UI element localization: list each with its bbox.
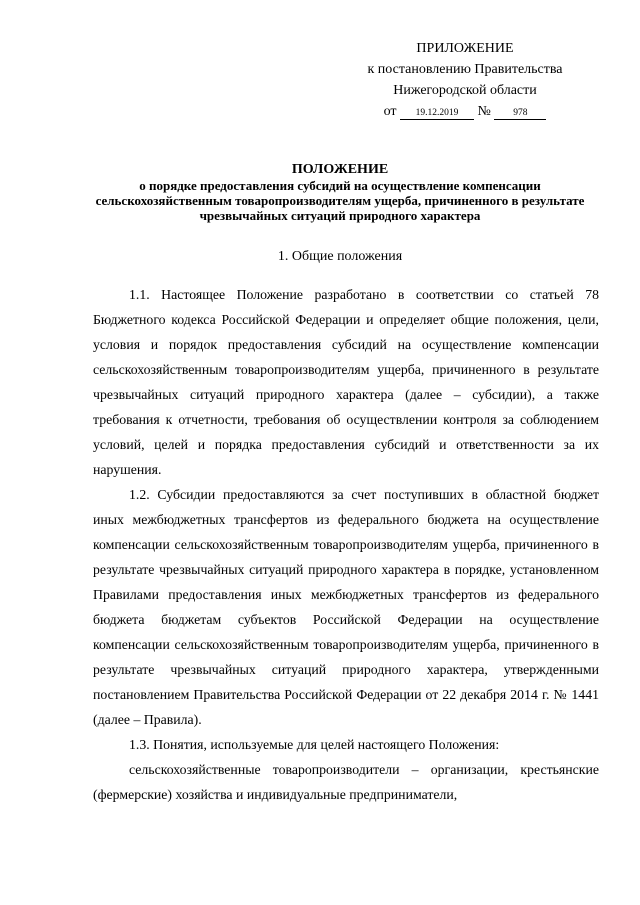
paragraph-1-1: 1.1. Настоящее Положение разработано в соответствии со статьей 78 Бюджетного кодекса Российской Федерации и определяет общие положения, цели, условия и порядок предоставления субсидий на осуществление компенсации сельскохозяйственным товаропроизводителям ущерба, причиненного в результате чрезвычайных ситуаций природного характера (далее – субсидии), а также требования к отчетности, требования об осуществлении контроля за соблюдением условий, целей и порядка предоставления субсидий и ответственности за их нарушения.	[93, 287, 599, 477]
title-heading: ПОЛОЖЕНИЕ	[291, 162, 389, 177]
appendix-region-line: Нижегородской области	[393, 83, 537, 98]
decree-date: 19.12.2019	[400, 107, 474, 120]
paragraph-1-2: 1.2. Субсидии предоставляются за счет поступивших в областной бюджет иных межбюджетных трансфертов из федерального бюджета на осуществление компенсации сельскохозяйственным товаропроизводителям ущерба, причиненного в результате чрезвычайных ситуаций природного характера в порядке, установленном Правилами предоставления иных межбюджетных трансфертов из федерального бюджета бюджетам субъектов Российской Федерации на осуществление компенсации сельскохозяйственным товаропроизводителям ущерба, причиненного в результате чрезвычайных ситуаций природного характера, утвержденными постановлением Правительства Российской Федерации от 22 декабря 2014 г. № 1441 (далее – Правила).	[93, 487, 599, 727]
decree-number: 978	[494, 107, 546, 120]
paragraph-1-3: 1.3. Понятия, используемые для целей настоящего Положения:	[129, 737, 500, 752]
appendix-block	[340, 38, 590, 122]
appendix-decree-line: к постановлению Правительства	[367, 62, 563, 77]
document-title	[70, 162, 610, 223]
body-text	[93, 282, 599, 807]
appendix-title: ПРИЛОЖЕНИЕ	[416, 41, 514, 56]
section-heading: 1. Общие положения	[277, 249, 403, 264]
number-label: №	[477, 104, 491, 119]
appendix-date-line	[340, 101, 590, 122]
paragraph-definition: сельскохозяйственные товаропроизводители – организации, крестьянские (фермерские) хозяйства и индивидуальные предприниматели,	[93, 762, 599, 802]
from-label: от	[383, 104, 397, 119]
title-subtitle: о порядке предоставления субсидий на осуществление компенсации сельскохозяйственным товаропроизводителям ущерба, причиненного в результате чрезвычайных ситуаций природного характера	[95, 178, 585, 223]
